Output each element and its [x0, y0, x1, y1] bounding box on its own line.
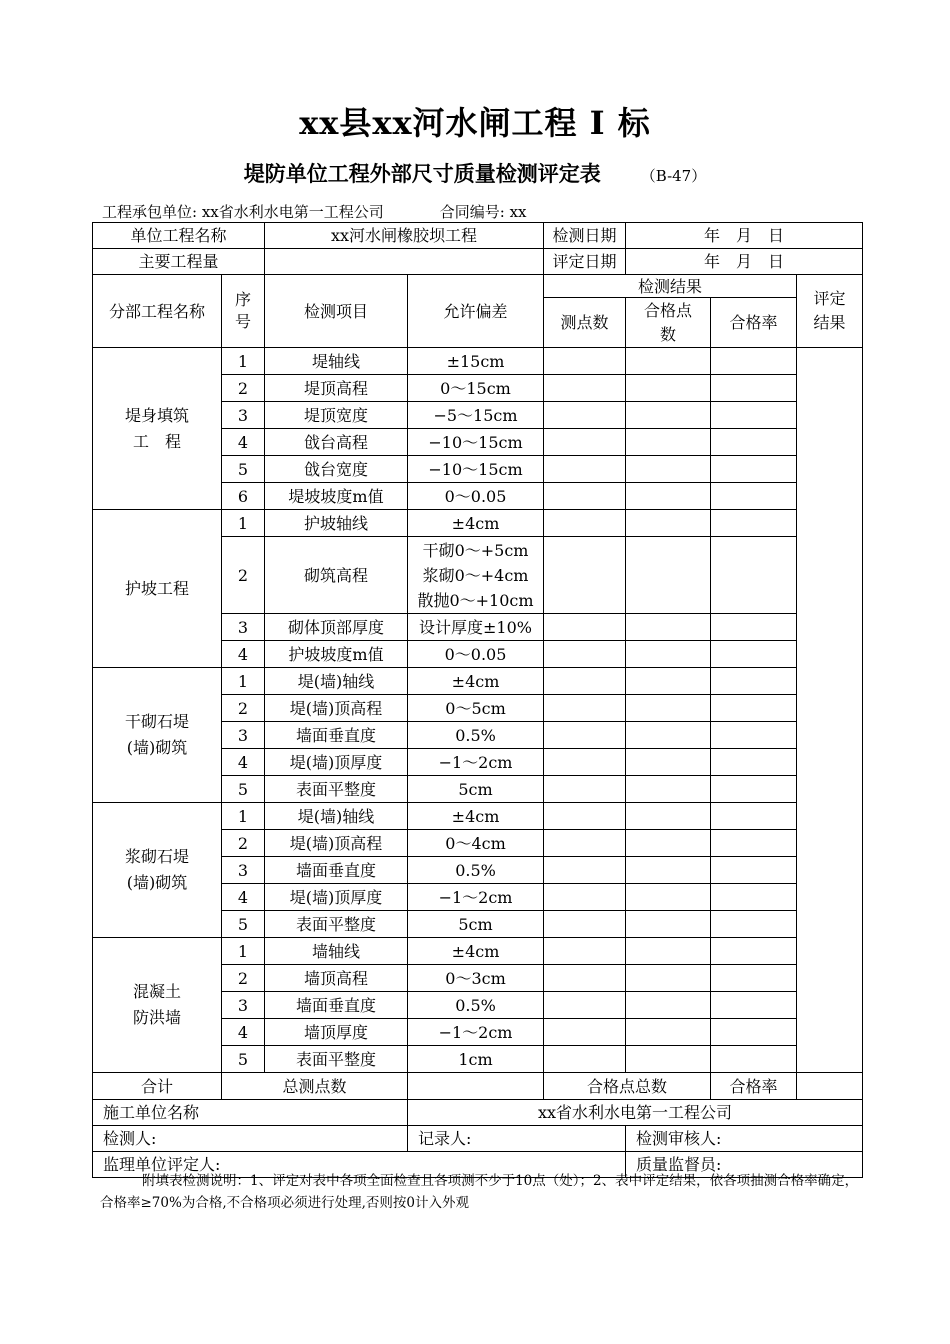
pass-points-cell[interactable] — [626, 857, 711, 884]
pass-rate-cell[interactable] — [711, 1046, 797, 1073]
seq-cell: 2 — [222, 965, 265, 992]
col-tolerance: 允许偏差 — [408, 275, 544, 348]
pass-points-cell[interactable] — [626, 803, 711, 830]
col-item: 检测项目 — [265, 275, 408, 348]
pass-rate-cell[interactable] — [711, 857, 797, 884]
pass-rate-cell[interactable] — [711, 938, 797, 965]
pass-rate-cell[interactable] — [711, 668, 797, 695]
item-cell: 砌体顶部厚度 — [265, 614, 408, 641]
table-row — [93, 668, 863, 695]
recorder-field[interactable]: 记录人: — [408, 1126, 626, 1152]
contract-number-text: 合同编号: xx — [439, 203, 527, 221]
part-name-cell: 混凝土 防洪墙 — [93, 938, 222, 1073]
points-cell[interactable] — [544, 668, 626, 695]
pass-rate-cell[interactable] — [711, 695, 797, 722]
contract-meta — [102, 201, 527, 222]
pass-rate-cell[interactable] — [711, 830, 797, 857]
item-cell: 堤(墙)顶高程 — [265, 695, 408, 722]
item-cell: 堤(墙)顶高程 — [265, 830, 408, 857]
seq-cell: 5 — [222, 911, 265, 938]
pass-rate-cell[interactable] — [711, 537, 797, 614]
seq-cell: 6 — [222, 483, 265, 510]
col-seq — [222, 275, 265, 348]
seq-cell: 2 — [222, 695, 265, 722]
item-cell: 戗台宽度 — [265, 456, 408, 483]
points-cell[interactable] — [544, 938, 626, 965]
pass-points-cell[interactable] — [626, 537, 711, 614]
eval-date-label: 评定日期 — [544, 249, 626, 275]
pass-rate-cell[interactable] — [711, 722, 797, 749]
points-cell[interactable] — [544, 348, 626, 375]
pass-points-cell[interactable] — [626, 776, 711, 803]
seq-cell: 3 — [222, 402, 265, 429]
quality-supervisor-field[interactable]: 质量监督员: — [626, 1152, 863, 1178]
seq-cell: 4 — [222, 641, 265, 668]
item-cell: 堤顶高程 — [265, 375, 408, 402]
col-eval — [797, 275, 863, 348]
seq-cell: 4 — [222, 1019, 265, 1046]
seq-cell: 5 — [222, 456, 265, 483]
pass-points-cell[interactable] — [626, 722, 711, 749]
check-date-label: 检测日期 — [544, 223, 626, 249]
pass-rate-cell[interactable] — [711, 483, 797, 510]
eval-date-value[interactable]: 年 月 日 — [626, 249, 863, 275]
points-cell[interactable] — [544, 722, 626, 749]
pass-rate-cell[interactable] — [711, 749, 797, 776]
table-row — [93, 938, 863, 965]
pass-rate-cell[interactable] — [711, 1019, 797, 1046]
pass-rate-cell[interactable] — [711, 992, 797, 1019]
item-cell: 护坡坡度m值 — [265, 641, 408, 668]
contractor-text: 工程承包单位: xx省水利水电第一工程公司 — [102, 203, 384, 221]
item-cell: 堤(墙)轴线 — [265, 803, 408, 830]
item-cell: 堤轴线 — [265, 348, 408, 375]
points-cell[interactable] — [544, 992, 626, 1019]
pass-rate-cell[interactable] — [711, 348, 797, 375]
reviewer-field[interactable]: 检测审核人: — [626, 1126, 863, 1152]
tolerance-cell: 0～4cm — [408, 830, 544, 857]
pass-rate-cell[interactable] — [711, 965, 797, 992]
form-name: 堤防单位工程外部尺寸质量检测评定表 — [243, 162, 601, 186]
item-cell: 护坡轴线 — [265, 510, 408, 537]
tolerance-cell: ±4cm — [408, 510, 544, 537]
seq-cell: 1 — [222, 803, 265, 830]
pass-rate-cell[interactable] — [711, 429, 797, 456]
seq-cell: 2 — [222, 537, 265, 614]
builder-value[interactable]: xx省水利水电第一工程公司 — [408, 1100, 863, 1126]
fill-instructions: 附填表检测说明：1、评定对表中各项全面检查且各项测不少于10点（处）；2、表中评定结果，依各项抽测合格率确定，合格率≥70%为合格,不合格项必须进行处理,否则按0计入外观 — [100, 1173, 859, 1211]
item-cell: 墙轴线 — [265, 938, 408, 965]
inspection-table — [92, 222, 863, 1178]
tolerance-cell: 设计厚度±10% — [408, 614, 544, 641]
points-cell[interactable] — [544, 857, 626, 884]
item-cell: 墙面垂直度 — [265, 857, 408, 884]
col-pass-points-text: 合格点数 — [644, 300, 693, 344]
pass-points-cell[interactable] — [626, 695, 711, 722]
pass-rate-cell[interactable] — [711, 911, 797, 938]
pass-points-cell[interactable] — [626, 749, 711, 776]
tolerance-cell: −5～15cm — [408, 402, 544, 429]
item-cell: 表面平整度 — [265, 1046, 408, 1073]
pass-points-cell[interactable] — [626, 911, 711, 938]
pass-points-cell[interactable] — [626, 884, 711, 911]
pass-rate-cell[interactable] — [711, 641, 797, 668]
item-cell: 堤(墙)顶厚度 — [265, 749, 408, 776]
pass-points-cell[interactable] — [626, 456, 711, 483]
col-eval-text: 评定结果 — [813, 289, 846, 332]
tolerance-cell: −1～2cm — [408, 884, 544, 911]
points-cell[interactable] — [544, 911, 626, 938]
part-name-cell: 干砌石堤 (墙)砌筑 — [93, 668, 222, 803]
document-title: xx县xx河水闸工程 Ⅰ 标 — [299, 104, 651, 142]
points-cell[interactable] — [544, 1019, 626, 1046]
pass-points-cell[interactable] — [626, 348, 711, 375]
tolerance-cell: 1cm — [408, 1046, 544, 1073]
unit-name-label: 单位工程名称 — [93, 223, 265, 249]
col-seq-text: 序号 — [234, 290, 251, 331]
table-row — [93, 510, 863, 537]
part-name-cell: 浆砌石堤 (墙)砌筑 — [93, 803, 222, 938]
item-cell: 表面平整度 — [265, 911, 408, 938]
points-cell[interactable] — [544, 803, 626, 830]
tolerance-cell: 0.5% — [408, 722, 544, 749]
total-points-label: 总测点数 — [222, 1073, 408, 1100]
seq-cell: 1 — [222, 668, 265, 695]
pass-points-cell[interactable] — [626, 483, 711, 510]
form-code: （B-47） — [640, 167, 707, 185]
seq-cell: 3 — [222, 992, 265, 1019]
part-name-cell: 护坡工程 — [93, 510, 222, 668]
seq-cell: 3 — [222, 614, 265, 641]
item-cell: 戗台高程 — [265, 429, 408, 456]
pass-points-cell[interactable] — [626, 1019, 711, 1046]
tolerance-cell: 5cm — [408, 776, 544, 803]
item-cell: 表面平整度 — [265, 776, 408, 803]
seq-cell: 2 — [222, 830, 265, 857]
tolerance-cell: 0.5% — [408, 857, 544, 884]
points-cell[interactable] — [544, 1046, 626, 1073]
points-cell[interactable] — [544, 695, 626, 722]
points-cell[interactable] — [544, 830, 626, 857]
seq-cell: 4 — [222, 749, 265, 776]
tolerance-cell: −1～2cm — [408, 1019, 544, 1046]
tolerance-cell: ±4cm — [408, 938, 544, 965]
tolerance-cell: 0～15cm — [408, 375, 544, 402]
item-cell: 墙面垂直度 — [265, 722, 408, 749]
seq-cell: 3 — [222, 722, 265, 749]
pass-points-cell[interactable] — [626, 1046, 711, 1073]
pass-points-cell[interactable] — [626, 830, 711, 857]
main-qty-value[interactable] — [265, 249, 544, 275]
col-points: 测点数 — [544, 298, 626, 348]
pass-points-cell[interactable] — [626, 992, 711, 1019]
points-cell[interactable] — [544, 614, 626, 641]
pass-points-cell[interactable] — [626, 510, 711, 537]
points-cell[interactable] — [544, 537, 626, 614]
seq-cell: 2 — [222, 375, 265, 402]
pass-rate-cell[interactable] — [711, 375, 797, 402]
pass-rate-cell[interactable] — [711, 776, 797, 803]
tolerance-cell: 0～0.05 — [408, 483, 544, 510]
pass-rate-cell[interactable] — [711, 402, 797, 429]
seq-cell: 3 — [222, 857, 265, 884]
tolerance-cell: −10～15cm — [408, 429, 544, 456]
main-qty-label: 主要工程量 — [93, 249, 265, 275]
points-cell[interactable] — [544, 965, 626, 992]
pass-points-cell[interactable] — [626, 641, 711, 668]
points-cell[interactable] — [544, 429, 626, 456]
inspector-field[interactable]: 检测人: — [93, 1126, 408, 1152]
pass-rate-cell[interactable] — [711, 456, 797, 483]
seq-cell: 5 — [222, 776, 265, 803]
item-cell: 堤(墙)顶厚度 — [265, 884, 408, 911]
tolerance-cell: 0～0.05 — [408, 641, 544, 668]
eval-result-cell[interactable] — [797, 348, 863, 1073]
total-label: 合计 — [93, 1073, 222, 1100]
form-subtitle — [0, 158, 950, 188]
pass-points-cell[interactable] — [626, 965, 711, 992]
item-cell: 堤顶宽度 — [265, 402, 408, 429]
col-part: 分部工程名称 — [93, 275, 222, 348]
points-cell[interactable] — [544, 402, 626, 429]
table-row — [93, 348, 863, 375]
pass-rate-cell[interactable] — [711, 884, 797, 911]
pass-rate-cell[interactable] — [711, 510, 797, 537]
tolerance-cell: ±4cm — [408, 803, 544, 830]
points-cell[interactable] — [544, 749, 626, 776]
points-cell[interactable] — [544, 510, 626, 537]
tolerance-cell: 干砌0～+5cm 浆砌0～+4cm 散抛0～+10cm — [408, 537, 544, 614]
unit-name-value[interactable]: xx河水闸橡胶坝工程 — [265, 223, 544, 249]
check-date-value[interactable]: 年 月 日 — [626, 223, 863, 249]
points-cell[interactable] — [544, 375, 626, 402]
col-pass-rate: 合格率 — [711, 298, 797, 348]
item-cell: 砌筑高程 — [265, 537, 408, 614]
pass-points-cell[interactable] — [626, 375, 711, 402]
builder-label: 施工单位名称 — [93, 1100, 408, 1126]
total-points-value[interactable] — [408, 1073, 544, 1100]
total-pass-rate-label: 合格率 — [711, 1073, 797, 1100]
points-cell[interactable] — [544, 456, 626, 483]
tolerance-cell: 5cm — [408, 911, 544, 938]
pass-points-cell[interactable] — [626, 668, 711, 695]
tolerance-cell: 0～5cm — [408, 695, 544, 722]
pass-rate-cell[interactable] — [711, 614, 797, 641]
seq-cell: 4 — [222, 884, 265, 911]
pass-points-cell[interactable] — [626, 938, 711, 965]
tolerance-cell: ±4cm — [408, 668, 544, 695]
pass-points-cell[interactable] — [626, 402, 711, 429]
points-cell[interactable] — [544, 776, 626, 803]
seq-cell: 5 — [222, 1046, 265, 1073]
seq-cell: 1 — [222, 938, 265, 965]
table-row — [93, 803, 863, 830]
part-name-cell: 堤身填筑 工 程 — [93, 348, 222, 510]
item-cell: 堤(墙)轴线 — [265, 668, 408, 695]
points-cell[interactable] — [544, 884, 626, 911]
total-pass-rate-value[interactable] — [797, 1073, 863, 1100]
pass-points-cell[interactable] — [626, 614, 711, 641]
col-result: 检测结果 — [544, 275, 797, 298]
seq-cell: 1 — [222, 510, 265, 537]
pass-points-cell[interactable] — [626, 429, 711, 456]
col-pass-points — [626, 298, 711, 348]
tolerance-cell: 0～3cm — [408, 965, 544, 992]
tolerance-cell: 0.5% — [408, 992, 544, 1019]
pass-rate-cell[interactable] — [711, 803, 797, 830]
item-cell: 堤坡坡度m值 — [265, 483, 408, 510]
item-cell: 墙顶高程 — [265, 965, 408, 992]
item-cell: 墙顶厚度 — [265, 1019, 408, 1046]
seq-cell: 4 — [222, 429, 265, 456]
tolerance-cell: −1～2cm — [408, 749, 544, 776]
supervisor-field[interactable]: 监理单位评定人: — [93, 1152, 626, 1178]
seq-cell: 1 — [222, 348, 265, 375]
points-cell[interactable] — [544, 641, 626, 668]
tolerance-cell: −10～15cm — [408, 456, 544, 483]
points-cell[interactable] — [544, 483, 626, 510]
tolerance-cell: ±15cm — [408, 348, 544, 375]
total-pass-label: 合格点总数 — [544, 1073, 711, 1100]
item-cell: 墙面垂直度 — [265, 992, 408, 1019]
